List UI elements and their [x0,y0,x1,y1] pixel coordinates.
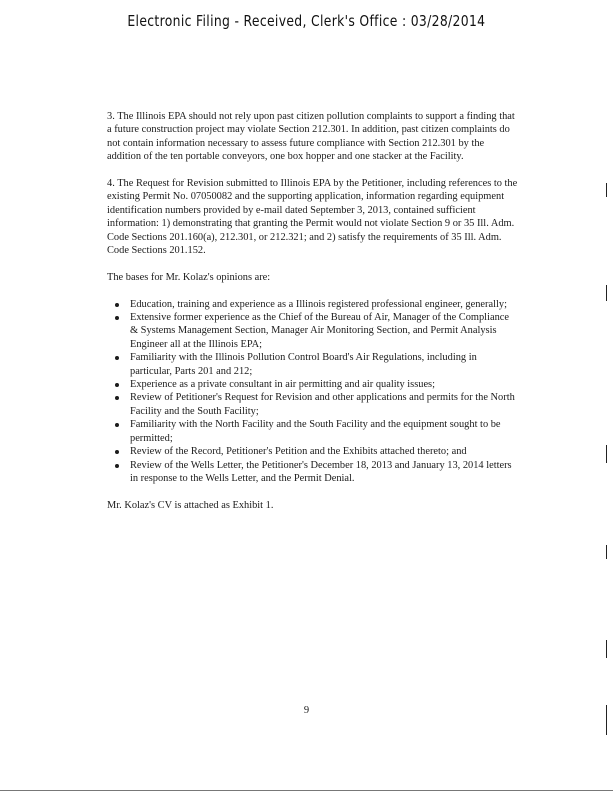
document-body [107,110,519,526]
list-item [107,391,519,418]
page-number: 9 [303,705,310,716]
bullet-icon [115,396,119,400]
list-item-text: Familiarity with the Illinois Pollution Control Board's Air Regulations, including in particular, Parts 201 and 212; [130,352,477,377]
scan-edge-mark [606,705,607,735]
filing-stamp-header: Electronic Filing - Received, Clerk's Office : 03/28/2014 [127,12,486,30]
list-item-text: Education, training and experience as a Illinois registered professional engineer, generally; [130,298,507,310]
bullet-icon [115,316,119,320]
list-item [107,298,519,311]
bases-list [107,298,519,486]
scan-edge-mark [606,445,607,463]
list-item-text: Review of the Record, Petitioner's Petition and the Exhibits attached thereto; and [130,446,467,458]
cv-note: Mr. Kolaz's CV is attached as Exhibit 1. [107,499,274,511]
list-item-text: Experience as a private consultant in air permitting and air quality issues; [130,379,435,391]
bullet-icon [115,303,119,307]
list-item [107,311,519,351]
list-item [107,378,519,391]
list-item-text: Familiarity with the North Facility and the South Facility and the equipment sought to be permitted; [130,419,501,444]
scan-edge-mark [606,285,607,301]
list-item [107,445,519,458]
bullet-icon [115,356,119,360]
paragraph-3: 3. The Illinois EPA should not rely upon past citizen pollution complaints to support a finding that a future construction project may violate Section 212.301. In addition, past citizen complaints do not contain information necessary to assess future compliance with Section 212.301 by the addition of the ten portable conveyors, one box hopper and one stacker at the Facility. [107,111,515,163]
bullet-icon [115,464,119,468]
scan-edge-mark [606,545,607,559]
list-item-text: Extensive former experience as the Chief of the Bureau of Air, Manager of the Compliance & Systems Management Section, Manager Air Monitoring Section, and Permit Analysis Engineer all at the Illinois EPA; [130,312,509,350]
list-item [107,418,519,445]
scan-bottom-line [0,790,613,791]
bullet-icon [115,450,119,454]
bullet-icon [115,383,119,387]
bullet-icon [115,423,119,427]
list-item-text: Review of Petitioner's Request for Revision and other applications and permits for the North Facility and the South Facility; [130,392,515,417]
scan-edge-mark [606,640,607,658]
list-item-text: Review of the Wells Letter, the Petitioner's December 18, 2013 and January 13, 2014 letters in response to the Wells Letter, and the Permit Denial. [130,459,512,484]
bases-intro: The bases for Mr. Kolaz's opinions are: [107,271,271,283]
paragraph-4: 4. The Request for Revision submitted to Illinois EPA by the Petitioner, including references to the existing Permit No. 07050082 and the supporting application, information regarding equipment identification numbers provided by e-mail dated September 3, 2013, contained sufficient information: 1) demonstrating that granting the Permit would not violate Section 9 or 35 Ill. Adm. Code Sections 201.160(a), 212.301, or 212.321; and 2) satisfy the requirements of 35 Ill. Adm. Code Sections 201.152. [107,178,518,257]
list-item [107,459,519,486]
scan-edge-mark [606,183,607,197]
list-item [107,351,519,378]
